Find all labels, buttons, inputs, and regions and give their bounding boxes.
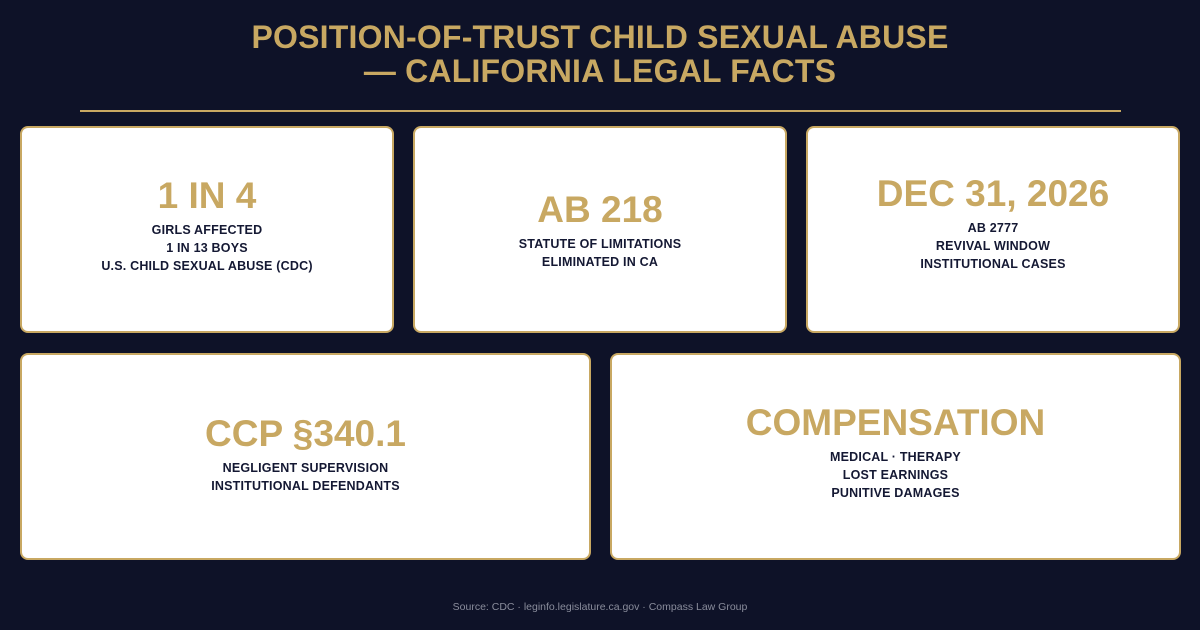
fact-card-detail: PUNITIVE DAMAGES — [831, 485, 960, 500]
fact-card-headline: COMPENSATION — [745, 401, 1046, 443]
fact-card-detail: ELIMINATED IN CA — [541, 254, 659, 269]
fact-card-ccp-340-1 — [20, 353, 591, 560]
fact-card-headline: CCP §340.1 — [205, 412, 406, 454]
source-footnote: Source: CDC · leginfo.legislature.ca.gov · Compass Law Group — [452, 601, 748, 613]
fact-card-compensation — [610, 353, 1181, 560]
page-title-line-1: POSITION-OF-TRUST CHILD SEXUAL ABUSE — [251, 19, 949, 55]
fact-card-headline: 1 IN 4 — [157, 174, 257, 216]
title-divider — [80, 110, 1121, 112]
fact-card-detail: 1 IN 13 BOYS — [166, 240, 248, 255]
fact-card-revival-deadline — [806, 126, 1180, 333]
fact-card-headline: DEC 31, 2026 — [876, 172, 1110, 214]
fact-card-ab218 — [413, 126, 787, 333]
fact-card-headline: AB 218 — [537, 188, 663, 230]
fact-card-detail: REVIVAL WINDOW — [935, 238, 1051, 253]
fact-card-detail: U.S. CHILD SEXUAL ABUSE (CDC) — [101, 258, 313, 273]
fact-card-detail: STATUTE OF LIMITATIONS — [518, 236, 682, 251]
fact-card-detail: MEDICAL · THERAPY — [830, 449, 961, 464]
fact-card-prevalence — [20, 126, 394, 333]
fact-card-detail: GIRLS AFFECTED — [151, 222, 263, 237]
page-title — [0, 20, 1200, 88]
fact-card-detail: AB 2777 — [967, 220, 1019, 235]
fact-card-detail: INSTITUTIONAL DEFENDANTS — [211, 478, 400, 493]
page-title-line-2: — CALIFORNIA LEGAL FACTS — [363, 53, 837, 89]
fact-card-detail: LOST EARNINGS — [842, 467, 949, 482]
fact-card-detail: NEGLIGENT SUPERVISION — [222, 460, 389, 475]
fact-card-detail: INSTITUTIONAL CASES — [920, 256, 1066, 271]
